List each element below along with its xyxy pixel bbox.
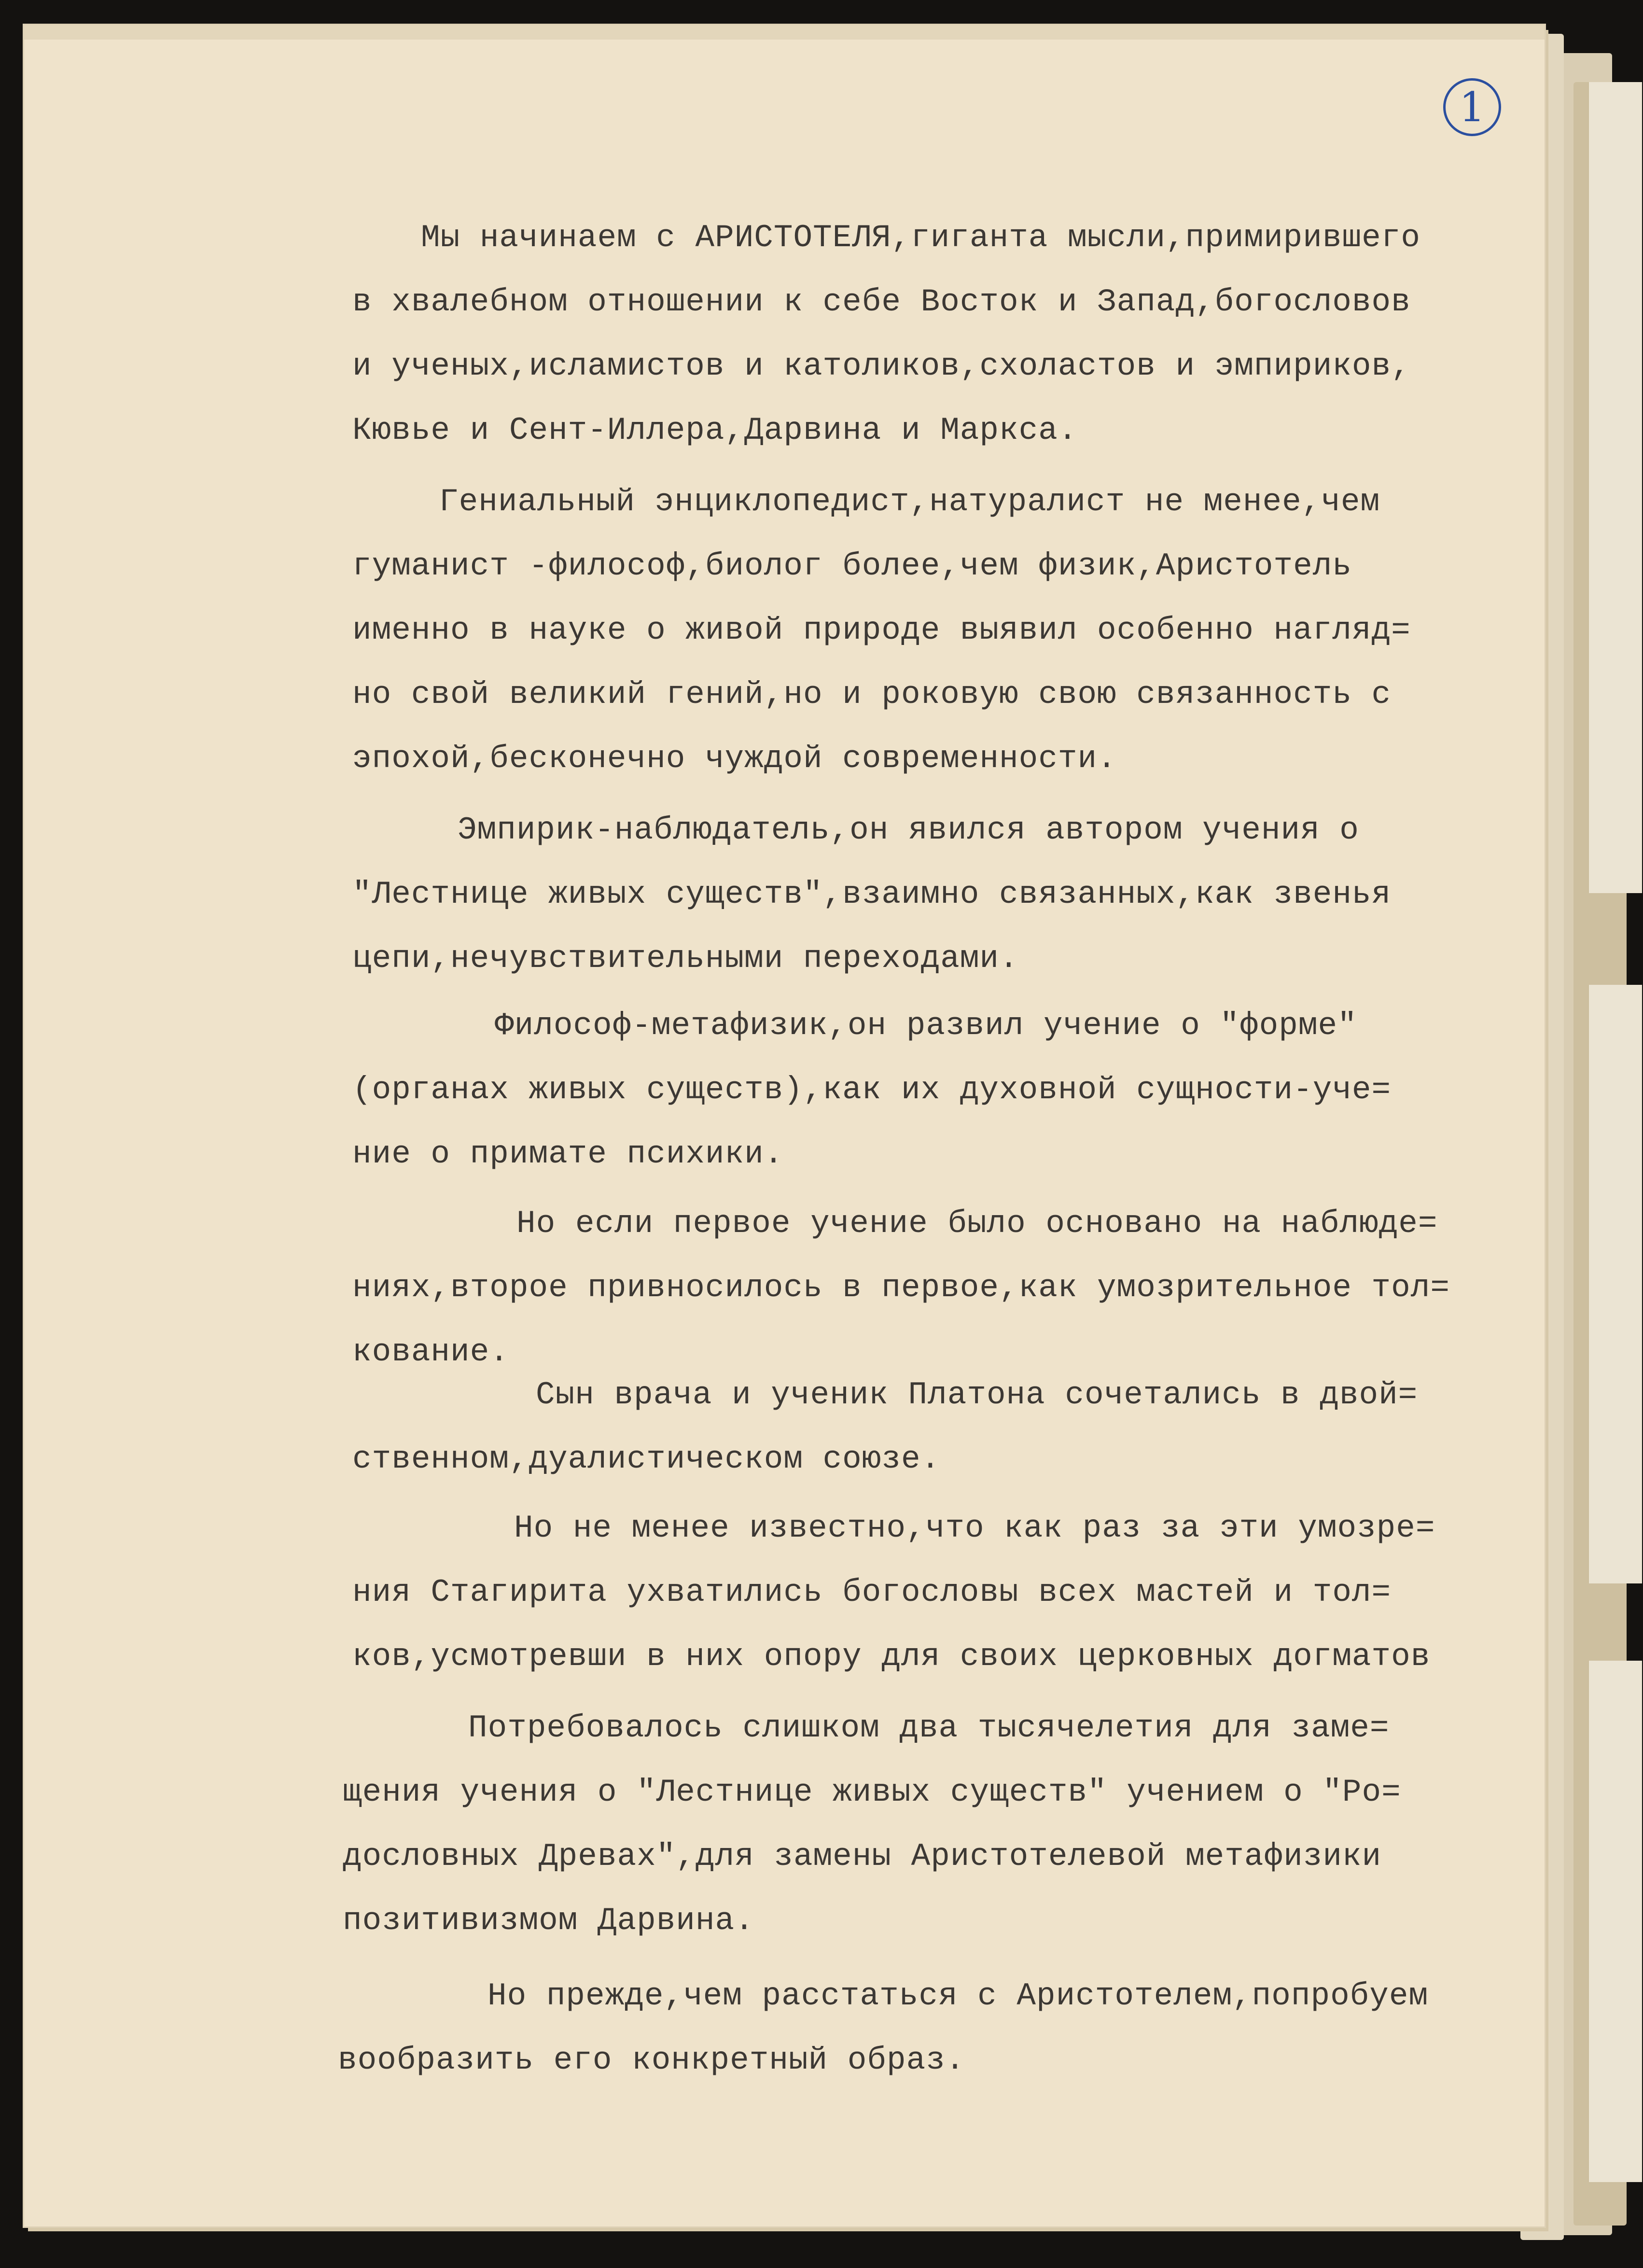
text-line: Философ-метафизик,он развил учение о "форме" [495, 1008, 1357, 1044]
text-line: в хвалебном отношении к себе Восток и Запад,богословов [352, 284, 1411, 320]
text-line: ния Стагирита ухватились богословы всех мастей и тол= [352, 1574, 1392, 1610]
text-line: Эмпирик-наблюдатель,он явился автором учения о [458, 812, 1359, 848]
text-line: и ученых,исламистов и католиков,схоластов и эмпириков, [352, 348, 1411, 384]
text-line: эпохой,бесконечно чуждой современности. [352, 741, 1117, 777]
text-line: цепи,нечувствительными переходами. [352, 940, 1019, 977]
text-line: Но если первое учение было основано на наблюде= [516, 1205, 1438, 1242]
text-line: (органах живых существ),как их духовной сущности-уче= [352, 1072, 1392, 1108]
text-line: ние о примате психики. [352, 1136, 784, 1172]
text-line: Потребовалось слишком два тысячелетия для заме= [468, 1710, 1390, 1746]
page-number: 1 [1443, 78, 1501, 136]
text-line: гуманист -философ,биолог более,чем физик,Аристотель [352, 548, 1352, 584]
text-line: Но не менее известно,что как раз за эти умозре= [514, 1510, 1435, 1546]
text-line: но свой великий гений,но и роковую свою связанность с [352, 676, 1392, 713]
text-line: позитивизмом Дарвина. [343, 1903, 754, 1939]
text-line: вообразить его конкретный образ. [338, 2042, 965, 2078]
binding-tape [1588, 1661, 1642, 2182]
text-line: кование. [352, 1334, 509, 1370]
text-line: ственном,дуалистическом союзе. [352, 1441, 941, 1477]
text-line: Кювье и Сент-Иллера,Дарвина и Маркса. [352, 412, 1078, 448]
text-line: ниях,второе привносилось в первое,как умозрительное тол= [352, 1270, 1450, 1306]
text-line: Но прежде,чем расстаться с Аристотелем,попробуем [487, 1978, 1429, 2014]
binding-tape [1588, 82, 1642, 893]
text-line: "Лестнице живых существ",взаимно связанных,как звенья [352, 876, 1392, 912]
text-line: Сын врача и ученик Платона сочетались в двой= [536, 1377, 1418, 1413]
text-line: ков,усмотревши в них опору для своих церковных догматов [352, 1638, 1431, 1675]
text-line: Мы начинаем с АРИСТОТЕЛЯ,гиганта мысли,примирившего [421, 220, 1420, 256]
text-line: Гениальный энциклопедист,натуралист не менее,чем [439, 484, 1380, 520]
text-line: именно в науке о живой природе выявил особенно нагляд= [352, 612, 1411, 648]
text-line: щения учения о "Лестнице живых существ" учением о "Ро= [343, 1774, 1401, 1810]
typewritten-page [24, 25, 1545, 2226]
binding-tape [1588, 985, 1642, 1583]
text-line: дословных Древах",для замены Аристотелевой метафизики [343, 1838, 1382, 1875]
